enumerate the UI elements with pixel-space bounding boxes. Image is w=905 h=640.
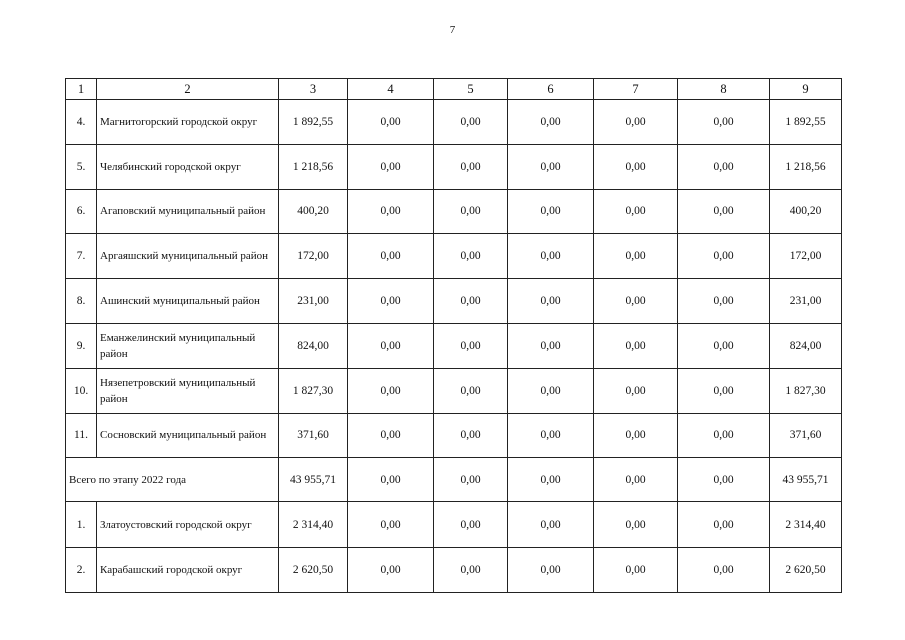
amount-cell: 0,00 bbox=[508, 234, 594, 279]
amount-cell: 0,00 bbox=[594, 323, 678, 368]
amount-cell: 1 218,56 bbox=[770, 144, 842, 189]
amount-cell: 0,00 bbox=[678, 234, 770, 279]
header-cell: 9 bbox=[770, 79, 842, 100]
amount-cell: 0,00 bbox=[508, 547, 594, 593]
total-label: Всего по этапу 2022 года bbox=[66, 458, 279, 502]
amount-cell: 0,00 bbox=[434, 368, 508, 413]
total-amount-cell: 0,00 bbox=[594, 458, 678, 502]
table-row bbox=[66, 368, 842, 413]
amount-cell: 0,00 bbox=[508, 144, 594, 189]
municipality-name: Карабашский городской округ bbox=[97, 547, 279, 593]
header-row bbox=[66, 79, 842, 100]
amount-cell: 371,60 bbox=[279, 413, 348, 458]
municipality-name: Сосновский муниципальный район bbox=[97, 413, 279, 458]
total-amount-cell: 0,00 bbox=[508, 458, 594, 502]
amount-cell: 0,00 bbox=[434, 189, 508, 234]
row-number: 2. bbox=[66, 547, 97, 593]
amount-cell: 0,00 bbox=[678, 547, 770, 593]
table-row bbox=[66, 323, 842, 368]
total-amount-cell: 0,00 bbox=[348, 458, 434, 502]
amount-cell: 0,00 bbox=[508, 100, 594, 145]
amount-cell: 0,00 bbox=[508, 502, 594, 548]
total-amount-cell: 43 955,71 bbox=[770, 458, 842, 502]
amount-cell: 2 620,50 bbox=[279, 547, 348, 593]
amount-cell: 0,00 bbox=[678, 368, 770, 413]
amount-cell: 172,00 bbox=[279, 234, 348, 279]
row-number: 5. bbox=[66, 144, 97, 189]
amount-cell: 1 218,56 bbox=[279, 144, 348, 189]
table-header bbox=[66, 79, 842, 100]
table-row bbox=[66, 413, 842, 458]
amount-cell: 0,00 bbox=[348, 279, 434, 324]
amount-cell: 1 892,55 bbox=[279, 100, 348, 145]
amount-cell: 0,00 bbox=[508, 279, 594, 324]
amount-cell: 1 892,55 bbox=[770, 100, 842, 145]
amount-cell: 0,00 bbox=[348, 413, 434, 458]
table-body bbox=[66, 100, 842, 593]
amount-cell: 824,00 bbox=[279, 323, 348, 368]
amount-cell: 0,00 bbox=[678, 279, 770, 324]
row-number: 6. bbox=[66, 189, 97, 234]
amount-cell: 400,20 bbox=[770, 189, 842, 234]
amount-cell: 0,00 bbox=[594, 368, 678, 413]
amount-cell: 0,00 bbox=[434, 100, 508, 145]
municipality-name: Ашинский муниципальный район bbox=[97, 279, 279, 324]
row-number: 11. bbox=[66, 413, 97, 458]
amount-cell: 0,00 bbox=[594, 279, 678, 324]
header-cell: 6 bbox=[508, 79, 594, 100]
amount-cell: 0,00 bbox=[434, 144, 508, 189]
municipality-name: Магнитогорский городской округ bbox=[97, 100, 279, 145]
amount-cell: 0,00 bbox=[594, 189, 678, 234]
amount-cell: 0,00 bbox=[348, 189, 434, 234]
amount-cell: 0,00 bbox=[678, 144, 770, 189]
table-row bbox=[66, 189, 842, 234]
amount-cell: 231,00 bbox=[770, 279, 842, 324]
amount-cell: 0,00 bbox=[348, 234, 434, 279]
table-row bbox=[66, 502, 842, 548]
amount-cell: 0,00 bbox=[434, 547, 508, 593]
amount-cell: 824,00 bbox=[770, 323, 842, 368]
header-cell: 5 bbox=[434, 79, 508, 100]
amount-cell: 0,00 bbox=[348, 502, 434, 548]
amount-cell: 0,00 bbox=[348, 323, 434, 368]
header-cell: 7 bbox=[594, 79, 678, 100]
total-row bbox=[66, 458, 842, 502]
amount-cell: 0,00 bbox=[594, 234, 678, 279]
table-row bbox=[66, 547, 842, 593]
header-cell: 4 bbox=[348, 79, 434, 100]
amount-cell: 0,00 bbox=[348, 100, 434, 145]
amount-cell: 0,00 bbox=[348, 547, 434, 593]
amount-cell: 2 314,40 bbox=[279, 502, 348, 548]
amount-cell: 0,00 bbox=[508, 368, 594, 413]
amount-cell: 0,00 bbox=[348, 368, 434, 413]
amount-cell: 2 314,40 bbox=[770, 502, 842, 548]
amount-cell: 2 620,50 bbox=[770, 547, 842, 593]
amount-cell: 0,00 bbox=[594, 502, 678, 548]
municipality-name: Челябинский городской округ bbox=[97, 144, 279, 189]
amount-cell: 0,00 bbox=[508, 189, 594, 234]
row-number: 9. bbox=[66, 323, 97, 368]
municipality-name: Златоустовский городской округ bbox=[97, 502, 279, 548]
table-row bbox=[66, 100, 842, 145]
amount-cell: 172,00 bbox=[770, 234, 842, 279]
municipality-name: Аргаяшский муниципальный район bbox=[97, 234, 279, 279]
amount-cell: 371,60 bbox=[770, 413, 842, 458]
amount-cell: 0,00 bbox=[508, 323, 594, 368]
row-number: 8. bbox=[66, 279, 97, 324]
amount-cell: 0,00 bbox=[678, 413, 770, 458]
municipality-name: Агаповский муниципальный район bbox=[97, 189, 279, 234]
total-amount-cell: 0,00 bbox=[434, 458, 508, 502]
row-number: 4. bbox=[66, 100, 97, 145]
row-number: 10. bbox=[66, 368, 97, 413]
header-cell: 8 bbox=[678, 79, 770, 100]
header-cell: 1 bbox=[66, 79, 97, 100]
total-amount-cell: 0,00 bbox=[678, 458, 770, 502]
amount-cell: 0,00 bbox=[594, 547, 678, 593]
total-amount-cell: 43 955,71 bbox=[279, 458, 348, 502]
page-number: 7 bbox=[449, 24, 456, 36]
amount-cell: 0,00 bbox=[434, 323, 508, 368]
amount-cell: 0,00 bbox=[678, 189, 770, 234]
municipality-name: Еманжелинский муниципальный район bbox=[97, 323, 279, 368]
amount-cell: 0,00 bbox=[594, 144, 678, 189]
header-cell: 2 bbox=[97, 79, 279, 100]
amount-cell: 0,00 bbox=[434, 413, 508, 458]
row-number: 1. bbox=[66, 502, 97, 548]
amount-cell: 1 827,30 bbox=[770, 368, 842, 413]
amount-cell: 231,00 bbox=[279, 279, 348, 324]
table-row bbox=[66, 144, 842, 189]
table-row bbox=[66, 279, 842, 324]
amount-cell: 0,00 bbox=[594, 413, 678, 458]
amount-cell: 0,00 bbox=[678, 502, 770, 548]
amount-cell: 0,00 bbox=[434, 502, 508, 548]
table-row bbox=[66, 234, 842, 279]
amount-cell: 0,00 bbox=[348, 144, 434, 189]
header-cell: 3 bbox=[279, 79, 348, 100]
amount-cell: 0,00 bbox=[434, 279, 508, 324]
amount-cell: 0,00 bbox=[594, 100, 678, 145]
amount-cell: 0,00 bbox=[508, 413, 594, 458]
amount-cell: 0,00 bbox=[434, 234, 508, 279]
budget-table bbox=[65, 78, 842, 593]
row-number: 7. bbox=[66, 234, 97, 279]
amount-cell: 1 827,30 bbox=[279, 368, 348, 413]
municipality-name: Нязепетровский муниципальный район bbox=[97, 368, 279, 413]
amount-cell: 400,20 bbox=[279, 189, 348, 234]
amount-cell: 0,00 bbox=[678, 323, 770, 368]
amount-cell: 0,00 bbox=[678, 100, 770, 145]
